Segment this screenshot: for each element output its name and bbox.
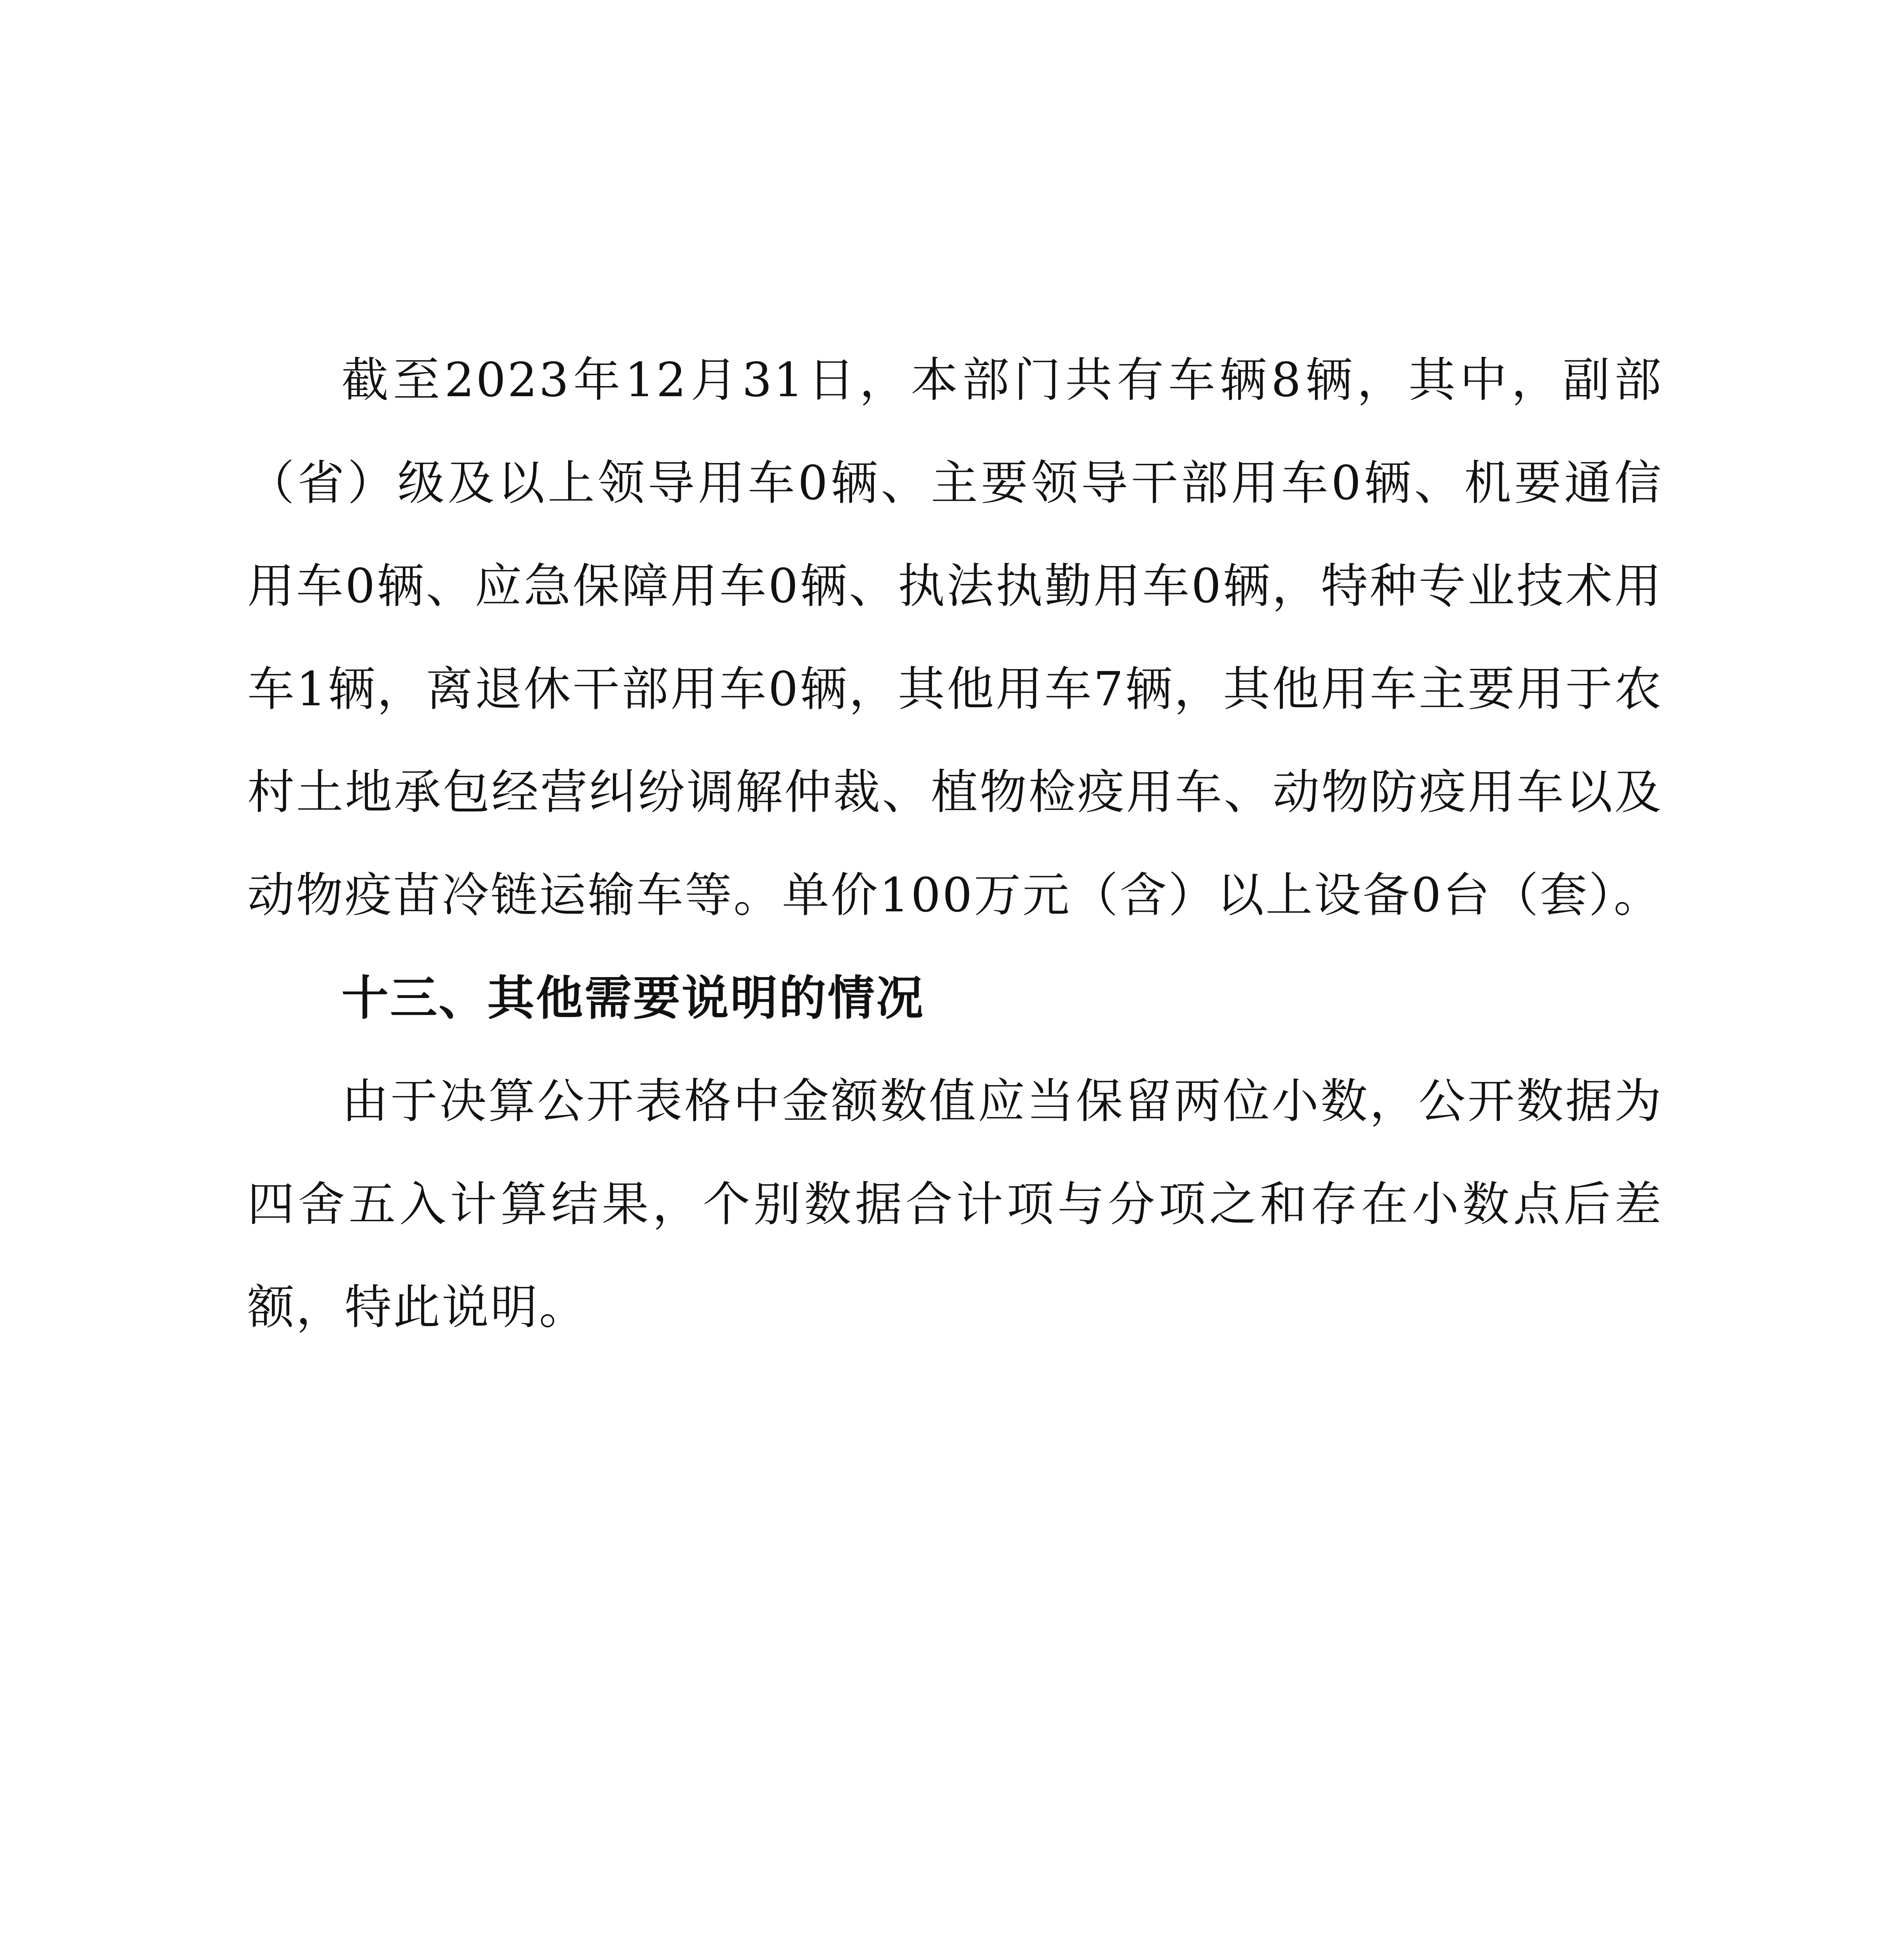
page-content	[247, 329, 1663, 1359]
rounding-note-paragraph: 由于决算公开表格中金额数值应当保留两位小数，公开数据为四舍五入计算结果，个别数据合计项与分项之和存在小数点后差额，特此说明。	[247, 1074, 1663, 1335]
vehicle-assets-paragraph: 截至2023年12月31日，本部门共有车辆8辆，其中，副部（省）级及以上领导用车0辆、主要领导干部用车0辆、机要通信用车0辆、应急保障用车0辆、执法执勤用车0辆，特种专业技术用车1辆，离退休干部用车0辆，其他用车7辆，其他用车主要用于农村土地承包经营纠纷调解仲裁、植物检疫用车、动物防疫用车以及动物疫苗冷链运输车等。单价100万元（含）以上设备0台（套）。	[247, 353, 1663, 923]
section-heading: 十三、其他需要说明的情况	[341, 971, 925, 1026]
